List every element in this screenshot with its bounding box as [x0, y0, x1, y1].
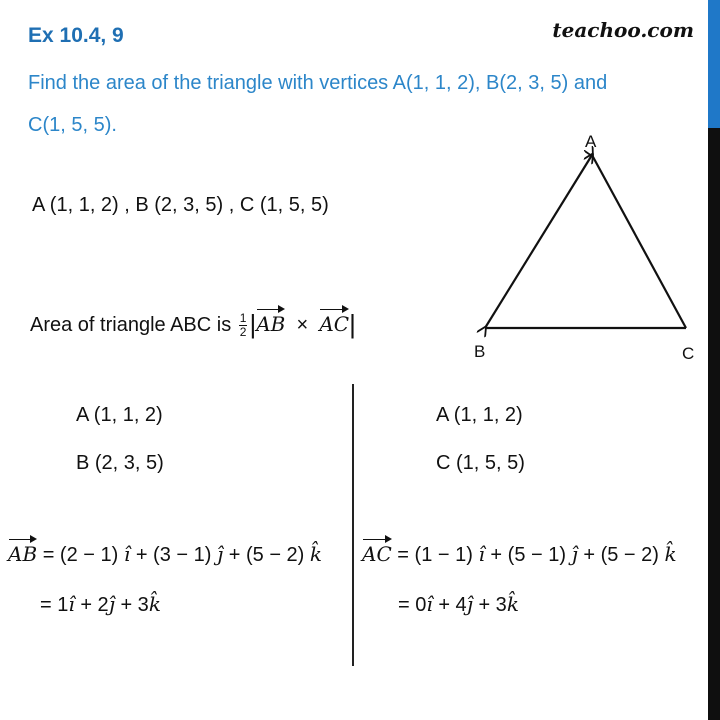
- vector-ac: AC: [319, 308, 349, 336]
- abs-bar-right: |: [349, 309, 356, 339]
- ac-eq-part-0: = (1 − 1): [391, 544, 479, 566]
- ab-res-part-0: = 1: [40, 594, 69, 616]
- ab-eq-part-0: = (2 − 1): [37, 544, 124, 566]
- area-formula-prefix: Area of triangle ABC is: [30, 314, 232, 336]
- ab-res-part-1: + 2: [74, 594, 109, 616]
- i-hat-symbol: ı̂: [426, 592, 433, 616]
- ac-eq-part-2: + (5 − 2): [577, 544, 665, 566]
- ab-vector-equation: [8, 538, 322, 567]
- side-ac-line: [592, 155, 686, 328]
- exercise-heading: Ex 10.4, 9: [28, 24, 124, 47]
- fraction-denominator: 2: [239, 325, 247, 340]
- brand-logo: teachoo.com: [552, 18, 694, 42]
- vertices-line: A (1, 1, 2) , B (2, 3, 5) , C (1, 5, 5): [32, 194, 329, 216]
- vertex-label-a: A: [585, 132, 597, 151]
- fraction-numerator: 1: [239, 311, 247, 326]
- k-hat-symbol: k̂: [309, 542, 323, 566]
- ac-res-part-2: + 3: [472, 594, 507, 616]
- j-hat-symbol: ȷ̂: [108, 592, 115, 616]
- vertex-label-b: B: [474, 342, 486, 361]
- column-divider: [352, 384, 354, 666]
- k-hat-symbol: k̂: [664, 542, 677, 566]
- area-formula: [30, 308, 356, 340]
- k-hat-symbol: k̂: [148, 592, 161, 616]
- k-hat-symbol: k̂: [506, 592, 519, 616]
- vector-ab: AB: [256, 308, 285, 336]
- j-hat-symbol: ȷ̂: [466, 592, 473, 616]
- ac-vector-result: [398, 592, 519, 617]
- ab-eq-part-1: + (3 − 1): [130, 544, 217, 566]
- question-line-1: Find the area of the triangle with vertices A(1, 1, 2), B(2, 3, 5) and: [28, 72, 608, 94]
- ac-res-part-1: + 4: [432, 594, 467, 616]
- i-hat-symbol: ı̂: [68, 592, 75, 616]
- abs-bar-left: |: [249, 309, 257, 339]
- ab-res-part-2: + 3: [114, 594, 149, 616]
- scrollbar-thumb[interactable]: [708, 0, 720, 128]
- ac-res-part-0: = 0: [398, 594, 427, 616]
- question-line-2: C(1, 5, 5).: [28, 114, 117, 136]
- half-fraction: [239, 312, 248, 339]
- ab-vector-result: [40, 592, 161, 617]
- cross-symbol: ×: [296, 314, 309, 336]
- triangle-diagram: [470, 140, 700, 340]
- right-point-c: C (1, 5, 5): [436, 452, 525, 474]
- ab-vector-symbol: AB: [8, 538, 37, 566]
- j-hat-symbol: ȷ̂: [216, 542, 224, 566]
- ac-vector-symbol: AC: [362, 538, 392, 566]
- left-point-b: B (2, 3, 5): [76, 452, 164, 474]
- i-hat-symbol: ı̂: [123, 542, 131, 566]
- i-hat-symbol: ı̂: [478, 542, 485, 566]
- ac-eq-part-1: + (5 − 1): [484, 544, 572, 566]
- right-point-a: A (1, 1, 2): [436, 404, 523, 426]
- vertex-label-c: C: [682, 344, 695, 363]
- j-hat-symbol: ȷ̂: [571, 542, 578, 566]
- left-point-a: A (1, 1, 2): [76, 404, 163, 426]
- side-ab-line: [485, 155, 592, 328]
- ac-vector-equation: [362, 538, 677, 567]
- ab-eq-part-2: + (5 − 2): [223, 544, 310, 566]
